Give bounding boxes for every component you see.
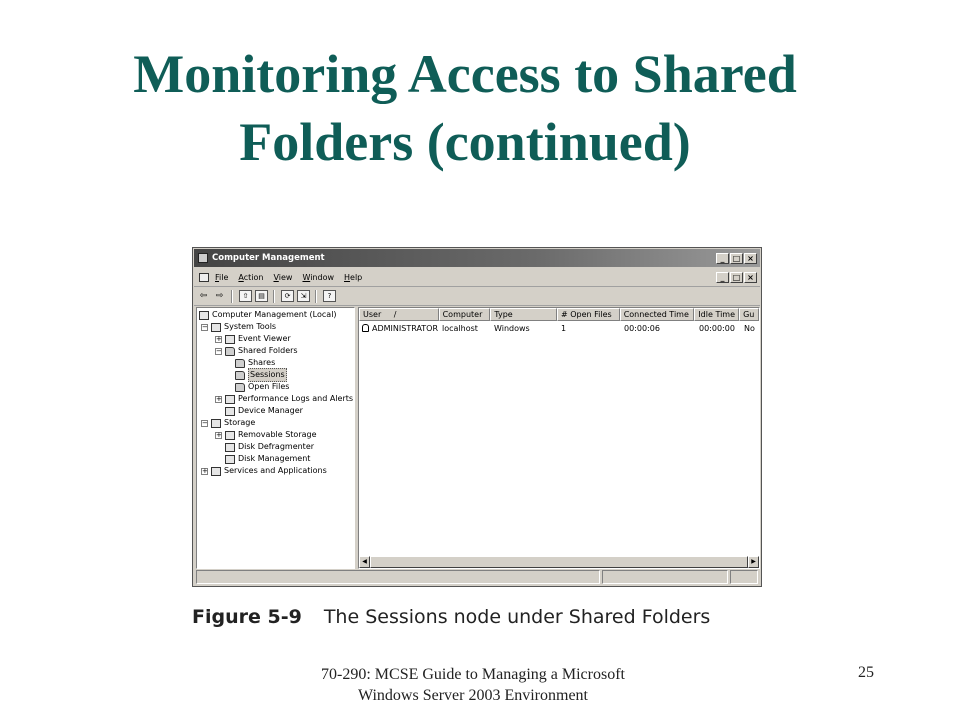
column-header-connected-time[interactable]: Connected Time [620,308,695,321]
column-header-row [359,308,759,321]
computer-management-icon [198,253,208,263]
sessions-list [358,307,760,569]
tree-item-device-manager[interactable] [225,405,303,417]
menu-action[interactable]: Action [238,272,264,282]
menu-view[interactable]: View [273,272,293,282]
table-row[interactable] [359,323,760,335]
expand-icon[interactable]: + [216,394,222,403]
tree-item-label: Device Manager [238,406,303,415]
minimize-button[interactable]: _ [716,253,729,264]
tree-item-open-files[interactable] [235,381,289,393]
scroll-left-icon[interactable]: ◀ [359,556,370,568]
menu-bar [194,268,760,287]
mdi-child-icon[interactable] [199,273,209,282]
status-panel [196,570,600,584]
toolbar-separator [231,290,233,303]
figure-label: Figure 5-9 [192,606,302,628]
console-tree [196,307,355,569]
cell-computer: localhost [442,324,478,333]
tree-item-label: Disk Management [238,454,311,463]
tree-item-services-and-applications[interactable] [201,465,327,477]
disk-management-icon [225,455,235,464]
device-manager-icon [225,407,235,416]
tree-item-performance-logs[interactable] [215,393,353,405]
services-icon [211,467,221,476]
cell-idle-time: 00:00:00 [699,324,735,333]
column-header-idle-time[interactable]: Idle Time [694,308,739,321]
help-icon[interactable]: ? [323,290,336,302]
shared-folder-icon [235,371,245,380]
cell-open-files: 1 [561,324,567,333]
column-header-user[interactable] [359,308,439,321]
tree-item-label: System Tools [224,322,277,331]
status-bar [196,570,758,584]
tree-item-computer-management[interactable] [199,309,337,321]
collapse-icon[interactable]: − [202,418,208,427]
cell-connected-time: 00:00:06 [624,324,660,333]
tree-item-disk-management[interactable] [225,453,310,465]
cell-user-text: ADMINISTRATOR [372,324,439,333]
system-tools-icon [211,323,221,332]
removable-storage-icon [225,431,235,440]
status-panel [602,570,728,584]
mdi-close-button[interactable]: × [744,272,757,283]
tree-item-label: Shares [248,358,276,367]
shared-folder-icon [235,359,245,368]
tree-item-label: Event Viewer [238,334,291,343]
collapse-icon[interactable]: − [202,322,208,331]
horizontal-scrollbar[interactable] [359,556,759,568]
tree-item-sessions[interactable] [235,369,287,381]
scrollbar-thumb[interactable] [370,556,748,568]
tree-item-event-viewer[interactable] [215,333,291,345]
tree-item-label: Removable Storage [238,430,317,439]
show-hide-tree-icon[interactable]: ▤ [255,290,268,302]
toolbar-separator [273,290,275,303]
tree-item-storage[interactable] [201,417,255,429]
mdi-restore-button[interactable]: □ [730,272,743,283]
column-label: User [363,310,382,319]
event-viewer-icon [225,335,235,344]
menu-window[interactable]: Window [302,272,335,282]
close-button[interactable]: × [744,253,757,264]
maximize-button[interactable]: □ [730,253,743,264]
export-list-icon[interactable]: ⇲ [297,290,310,302]
column-header-computer[interactable]: Computer [439,308,491,321]
forward-arrow-icon[interactable]: ⇨ [215,291,224,301]
refresh-icon[interactable]: ⟳ [281,290,294,302]
scroll-right-icon[interactable]: ▶ [748,556,759,568]
slide-title-line-1: Monitoring Access to Shared [133,44,797,104]
expand-icon[interactable]: + [216,430,222,439]
toolbar-separator [315,290,317,303]
window-titlebar[interactable] [194,249,760,267]
window-title: Computer Management [212,253,325,263]
figure-caption-text: The Sessions node under Shared Folders [323,606,711,628]
slide-title [0,40,930,176]
tree-item-label: Storage [224,418,256,427]
tree-item-label: Open Files [248,382,290,391]
computer-management-window [192,247,762,587]
column-header-type[interactable]: Type [490,308,557,321]
figure-caption [192,606,792,628]
footer-line-1: 70-290: MCSE Guide to Managing a Microsoft [321,666,625,683]
tree-item-label: Services and Applications [224,466,327,475]
cell-guest: No [744,324,755,333]
tree-item-label: Computer Management (Local) [212,310,337,319]
mdi-minimize-button[interactable]: _ [716,272,729,283]
shared-folder-icon [235,383,245,392]
up-folder-icon[interactable]: ⇧ [239,290,252,302]
column-header-guest[interactable]: Gu [739,308,759,321]
column-header-open-files[interactable]: # Open Files [557,308,620,321]
computer-icon [199,311,209,320]
tree-item-removable-storage[interactable] [215,429,317,441]
cell-user [359,323,439,335]
tree-item-label: Performance Logs and Alerts [238,394,354,403]
disk-defragmenter-icon [225,443,235,452]
tree-item-label: Shared Folders [238,346,298,355]
toolbar [194,287,760,306]
expand-icon[interactable]: + [216,334,222,343]
shared-folder-icon [225,347,235,356]
tree-item-label: Sessions [248,368,287,382]
tree-item-shared-folders[interactable] [215,345,298,357]
sort-ascending-icon: / [393,310,397,319]
performance-logs-icon [225,395,235,404]
tree-item-disk-defragmenter[interactable] [225,441,314,453]
cell-type: Windows [494,324,530,333]
footer-line-2: Windows Server 2003 Environment [358,687,588,704]
page-number: 25 [858,664,874,681]
collapse-icon[interactable]: − [216,346,222,355]
menu-file[interactable]: File [215,272,229,282]
storage-icon [211,419,221,428]
tree-item-label: Disk Defragmenter [238,442,315,451]
tree-item-system-tools[interactable] [201,321,276,333]
back-arrow-icon[interactable]: ⇦ [199,291,208,301]
slide-footer [268,664,678,706]
status-panel [730,570,758,584]
menu-help[interactable]: Help [344,272,363,282]
user-icon [362,324,369,332]
slide-title-line-2: Folders (continued) [239,112,691,172]
expand-icon[interactable]: + [202,466,208,475]
